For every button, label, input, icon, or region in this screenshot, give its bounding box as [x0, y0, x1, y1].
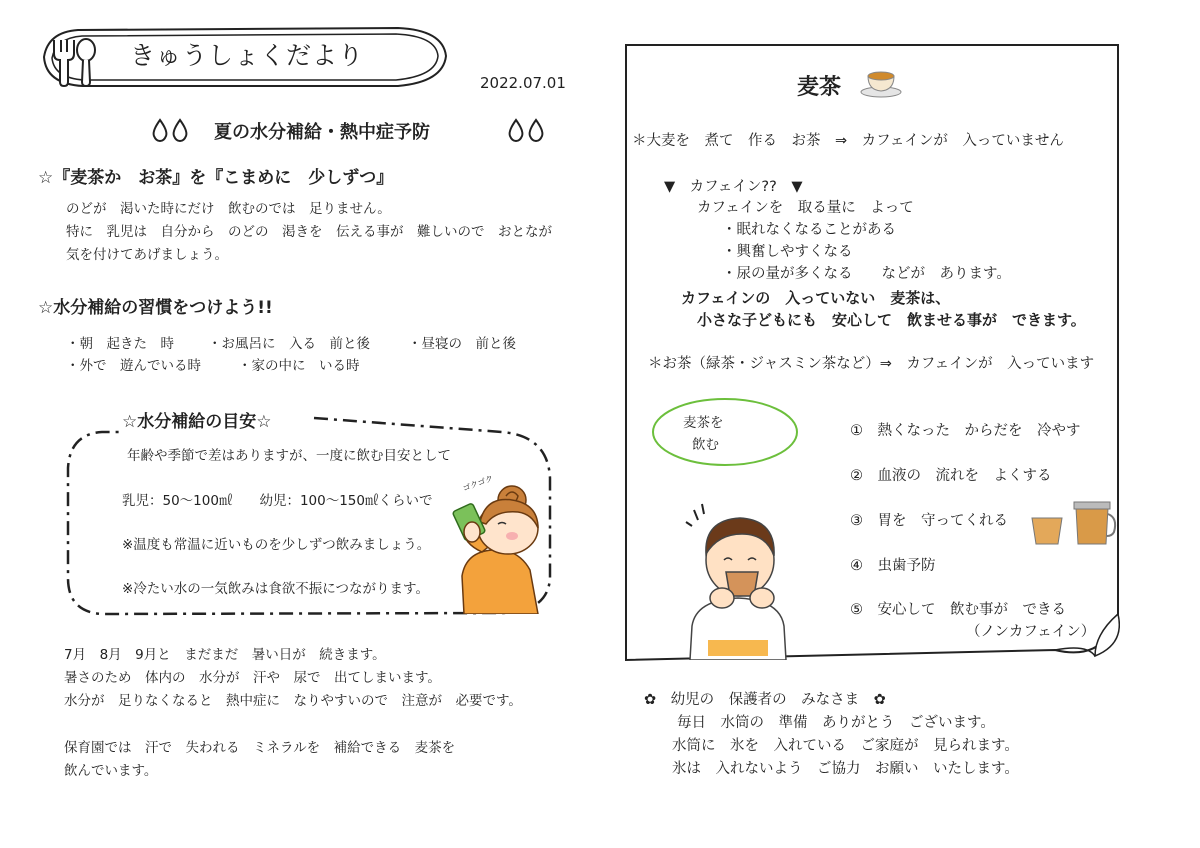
parents-text: 水筒に 氷を 入れている ご家庭が 見られます。	[672, 738, 1019, 754]
parents-heading: ✿ 幼児の 保護者の みなさま ✿	[644, 692, 886, 708]
guide-text: 年齢や季節で差はありますが、一度に飲む目安として	[127, 448, 451, 464]
non-caffeine-label: （ノンカフェイン）	[966, 624, 1096, 640]
green-tea-note: ＊お茶（緑茶・ジャスミン茶など）⇒ カフェインが 入っています	[648, 356, 1095, 372]
tea-cup-icon	[858, 68, 904, 98]
issue-date: 2022.07.01	[480, 74, 566, 92]
habit-item: ・お風呂に 入る 前と後	[208, 336, 370, 352]
body-text: 7月 8月 9月と まだまだ 暑い日が 続きます。	[64, 647, 386, 663]
habit-item: ・昼寝の 前と後	[408, 336, 516, 352]
conclusion-text: カフェインの 入っていない 麦茶は、	[681, 289, 951, 307]
body-text: のどが 渇いた時にだけ 飲むのでは 足りません。	[66, 201, 391, 217]
drink-bubble	[650, 396, 800, 468]
bubble-text: 麦茶を	[683, 415, 724, 431]
guide-text: ※温度も常温に近いものを少しずつ飲みましょう。	[122, 537, 431, 553]
guide-heading: ☆水分補給の目安☆	[122, 412, 272, 432]
benefit-item: ① 熱くなった からだを 冷やす	[850, 423, 1081, 439]
fork-spoon-icon	[44, 34, 100, 88]
guide-text: 乳児：50～100㎖ 幼児：100～150㎖くらいで	[122, 493, 433, 509]
sound-effect: ゴクゴク	[461, 473, 495, 494]
caffeine-lead: カフェインを 取る量に よって	[697, 200, 914, 216]
parents-text: 毎日 水筒の 準備 ありがとう ございます。	[677, 715, 995, 731]
body-text: 飲んでいます。	[64, 763, 158, 779]
section-heading: ☆水分補給の習慣をつけよう!!	[38, 298, 273, 318]
body-text: 保育園では 汗で 失われる ミネラルを 補給できる 麦茶を	[64, 740, 456, 756]
newsletter-title: きゅうしょくだより	[130, 41, 365, 70]
body-text: 気を付けてあげましょう。	[66, 247, 228, 263]
conclusion-text: 小さな子どもにも 安心して 飲ませる事が できます。	[697, 311, 1086, 329]
bubble-text: 飲む	[692, 437, 719, 453]
main-title: 夏の水分補給・熱中症予防	[214, 122, 430, 143]
water-drop-icon	[506, 118, 548, 142]
child-drinking-illustration	[452, 466, 552, 614]
panel-intro: ＊大麦を 煮て 作る お茶 ⇒ カフェインが 入っていません	[632, 133, 1064, 149]
caffeine-effect: ・興奮しやすくなる	[722, 244, 853, 260]
benefit-item: ④ 虫歯予防	[850, 558, 936, 574]
guide-text: ※冷たい水の一気飲みは食欲不振につながります。	[122, 581, 429, 597]
iced-tea-icon	[1028, 498, 1120, 548]
panel-title: 麦茶	[797, 75, 842, 100]
benefit-item: ⑤ 安心して 飲む事が できる	[850, 602, 1066, 618]
boy-drinking-illustration	[678, 500, 798, 660]
parents-text: 氷は 入れないよう ご協力 お願い いたします。	[672, 761, 1019, 777]
caffeine-effect: ・眠れなくなることがある	[722, 222, 896, 238]
body-text: 特に 乳児は 自分から のどの 渇きを 伝える事が 難しいので おとなが	[66, 224, 552, 240]
habit-item: ・外で 遊んでいる時	[66, 358, 201, 374]
habit-item: ・朝 起きた 時	[66, 336, 174, 352]
habit-item: ・家の中に いる時	[238, 358, 360, 374]
water-drop-icon	[150, 118, 192, 142]
caffeine-heading: ▼ カフェイン?? ▼	[664, 179, 803, 195]
body-text: 水分が 足りなくなると 熱中症に なりやすいので 注意が 必要です。	[64, 693, 522, 709]
section-heading: ☆『麦茶か お茶』を『こまめに 少しずつ』	[38, 168, 394, 188]
caffeine-effect: ・尿の量が多くなる などが あります。	[722, 266, 1011, 282]
body-text: 暑さのため 体内の 水分が 汗や 尿で 出てしまいます。	[64, 670, 441, 686]
benefit-item: ③ 胃を 守ってくれる	[850, 513, 1008, 529]
benefit-item: ② 血液の 流れを よくする	[850, 468, 1052, 484]
